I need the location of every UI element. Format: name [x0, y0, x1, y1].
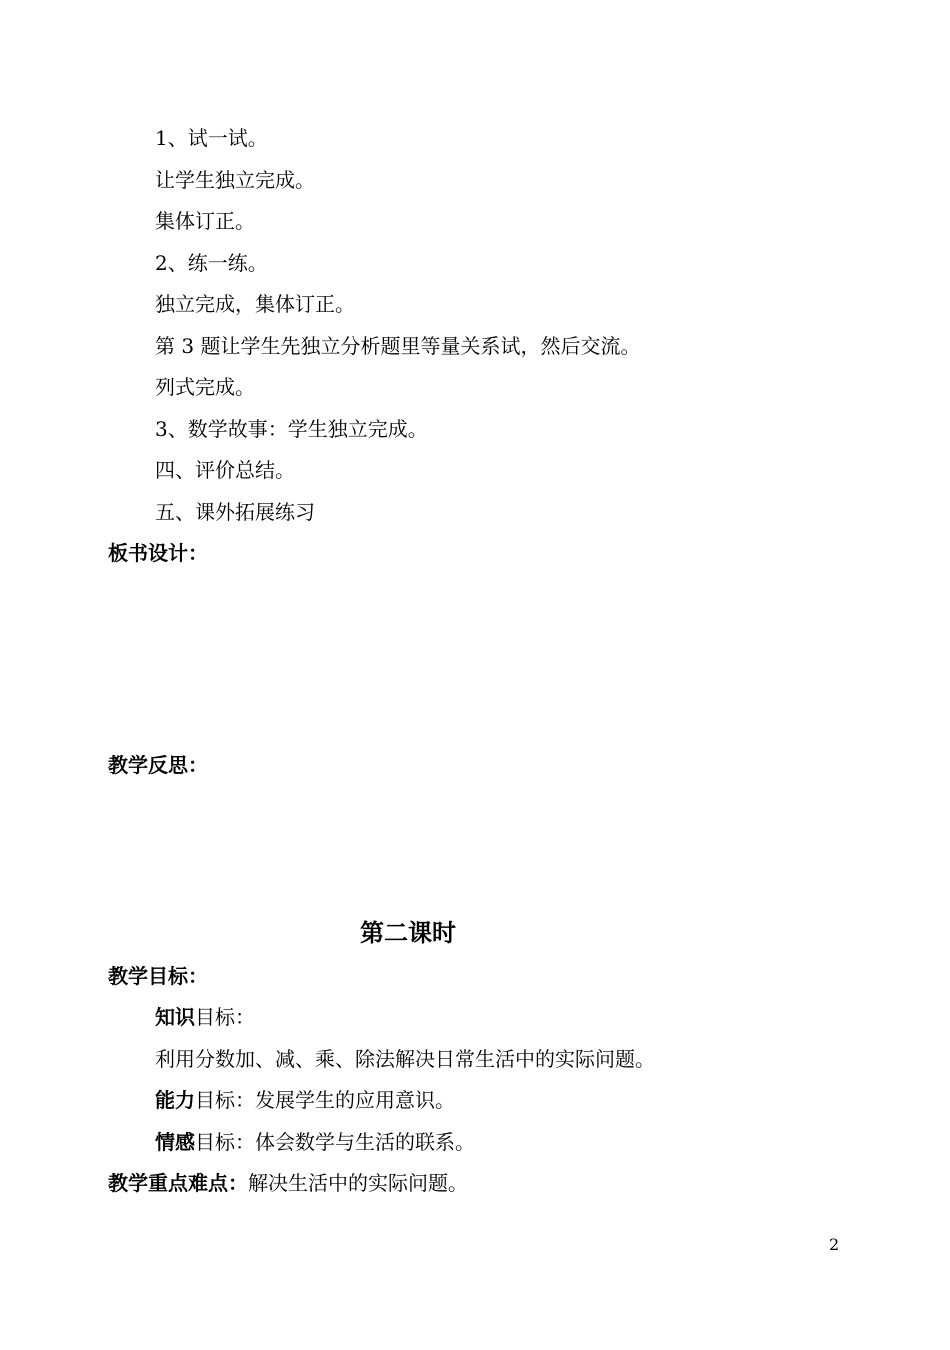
step-evaluation: 四、评价总结。 — [155, 458, 295, 482]
emotion-objective — [155, 1128, 475, 1156]
step-math-story: 3、数学故事：学生独立完成。 — [155, 417, 428, 441]
knowledge-label: 知识 — [155, 1005, 195, 1029]
emotion-label: 情感 — [155, 1130, 195, 1154]
step-question3: 第 3 题让学生先独立分析题里等量关系试，然后交流。 — [155, 334, 641, 358]
step-try: 1、试一试。 — [155, 126, 268, 150]
ability-objective — [155, 1086, 455, 1114]
knowledge-detail: 利用分数加、减、乘、除法解决日常生活中的实际问题。 — [155, 1047, 655, 1071]
key-points — [108, 1169, 468, 1197]
step-independent: 让学生独立完成。 — [155, 168, 315, 192]
step-formula: 列式完成。 — [155, 375, 255, 399]
ability-text: 目标：发展学生的应用意识。 — [195, 1088, 455, 1112]
board-design-heading: 板书设计： — [108, 541, 208, 565]
step-correct: 集体订正。 — [155, 209, 255, 233]
key-points-text: 解决生活中的实际问题。 — [248, 1171, 468, 1195]
reflection-heading: 教学反思： — [108, 753, 208, 777]
ability-label: 能力 — [155, 1088, 195, 1112]
knowledge-text: 目标： — [195, 1005, 255, 1029]
step-extension: 五、课外拓展练习 — [155, 500, 315, 524]
knowledge-objective — [155, 1003, 255, 1031]
emotion-text: 目标：体会数学与生活的联系。 — [195, 1130, 475, 1154]
key-points-label: 教学重点难点： — [108, 1171, 248, 1195]
page-number: 2 — [829, 1235, 840, 1254]
step-practice: 2、练一练。 — [155, 251, 268, 275]
step-practice-detail: 独立完成，集体订正。 — [155, 292, 355, 316]
lesson-title: 第二课时 — [360, 918, 456, 947]
objectives-heading: 教学目标： — [108, 964, 208, 988]
